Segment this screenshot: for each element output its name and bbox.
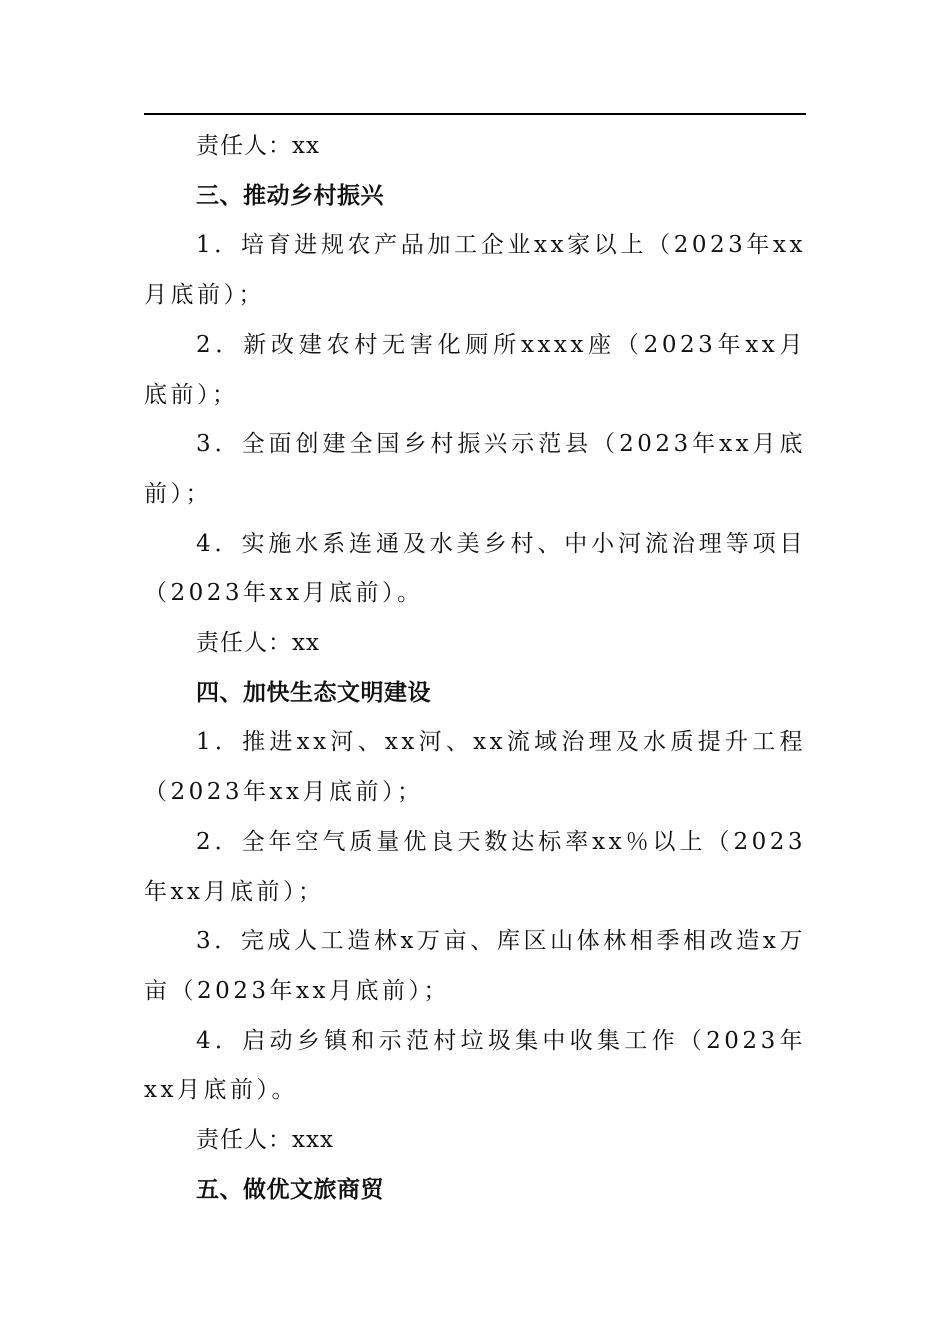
header-rule: [144, 113, 806, 115]
list-item: 3．全面创建全国乡村振兴示范县（2023年xx月底前）；: [144, 431, 806, 507]
list-item: 4．启动乡镇和示范村垃圾集中收集工作（2023年xx月底前）。: [144, 1027, 806, 1104]
list-item: 1．推进xx河、xx河、xx流域治理及水质提升工程（2023年xx月底前）；: [144, 729, 806, 806]
responsible-person-line: 责任人：xx: [196, 630, 320, 657]
responsible-person-line: 责任人：xxx: [196, 1127, 334, 1154]
list-item: 2．全年空气质量优良天数达标率xx％以上（2023年xx月底前）；: [144, 828, 806, 905]
list-item: 3．完成人工造林x万亩、库区山体林相季相改造x万亩（2023年xx月底前）；: [144, 928, 806, 1004]
document-body: [144, 122, 806, 1215]
section-heading: 四、加快生态文明建设: [196, 679, 431, 706]
list-item: 2．新改建农村无害化厕所xxxx座（2023年xx月底前）；: [144, 331, 806, 408]
list-item: 1．培育进规农产品加工企业xx家以上（2023年xx月底前）；: [144, 232, 806, 309]
section-heading: 三、推动乡村振兴: [196, 182, 384, 209]
responsible-person-line: 责任人：xx: [196, 133, 320, 159]
section-heading: 五、做优文旅商贸: [196, 1176, 384, 1203]
list-item: 4．实施水系连通及水美乡村、中小河流治理等项目（2023年xx月底前）。: [144, 530, 806, 607]
